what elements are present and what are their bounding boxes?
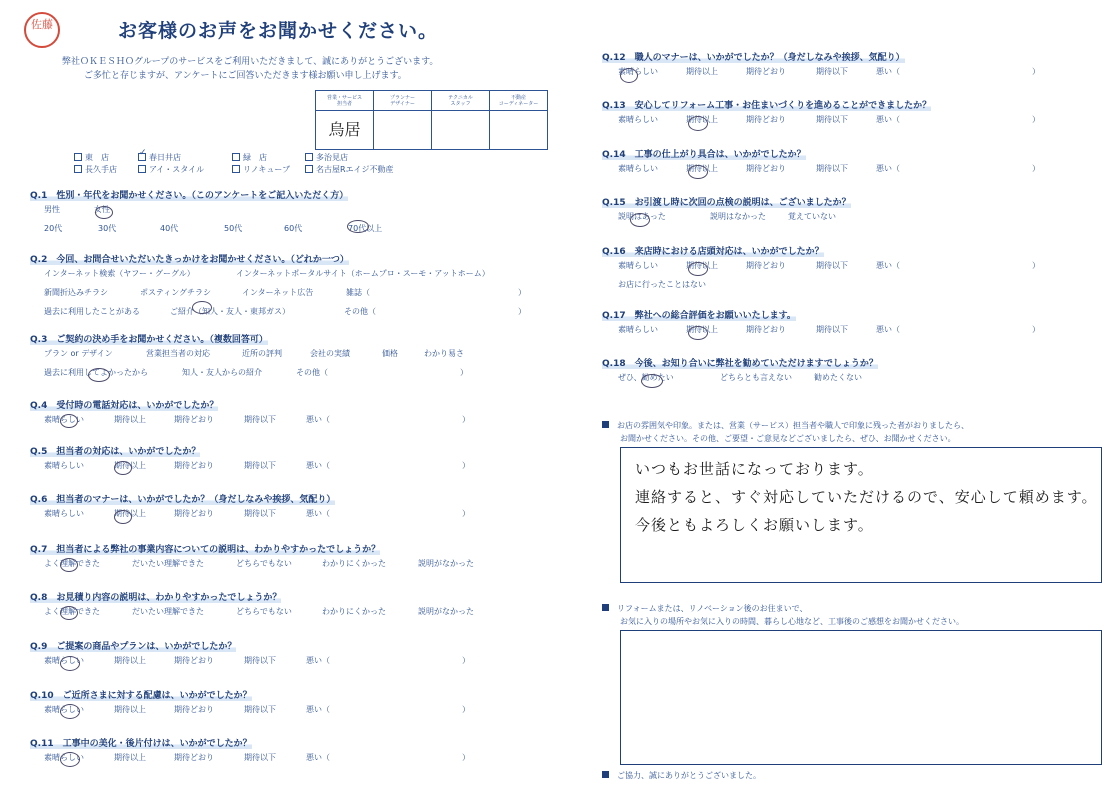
answer-circle [88,368,110,382]
answer-option[interactable]: 会社の実績 [310,349,350,358]
staff-value[interactable] [432,111,490,150]
checkbox[interactable] [305,153,313,161]
seal-stamp: 佐藤 [24,12,60,48]
staff-value[interactable]: 烏居 [316,111,374,150]
question-label: Q.15 お引渡し時に次回の点検の説明は、ございましたか？ [602,198,851,208]
answer-option[interactable]: 期待以下 [816,261,848,270]
handwritten-answer: 今後ともよろしくお願いします。 [635,516,874,534]
answer-option[interactable]: 悪い（ [876,67,900,76]
answer-option[interactable]: 期待以上 [686,164,718,173]
answer-option[interactable]: ） [1032,67,1040,76]
comment-prompt: お店の雰囲気や印象。または、営業（サービス）担当者や職人で印象に残った者がおりましたら、 [602,420,969,431]
answer-option[interactable]: 悪い（ [876,261,900,270]
answer-option[interactable]: 女性 [94,205,110,214]
answer-option[interactable]: 悪い（ [306,705,330,714]
answer-option[interactable]: 素晴らしい [44,415,84,424]
answer-circle [60,704,80,719]
answer-option[interactable]: 近所の評判 [242,349,282,358]
answer-option[interactable]: 期待以下 [244,753,276,762]
answer-option[interactable]: ） [460,368,468,377]
answer-option[interactable]: ご紹介（知人・友人・東邦ガス） [170,307,290,316]
checkbox[interactable] [74,153,82,161]
impression-box[interactable] [620,630,1102,765]
answer-option[interactable]: 期待以下 [244,509,276,518]
comment-box[interactable] [620,447,1102,583]
branch-option[interactable]: アイ・スタイル [138,164,204,175]
answer-option[interactable]: 勧めたくない [814,373,862,382]
question-label: Q.16 来店時における店頭対応は、いかがでしたか？ [602,247,824,257]
comment-prompt: リフォームまたは、リノベーション後のお住まいで、 [602,603,807,614]
answer-circle [630,213,650,227]
answer-option[interactable]: 期待以下 [816,115,848,124]
answer-option[interactable]: 価格 [382,349,398,358]
answer-option[interactable]: ポスティングチラシ [140,288,212,297]
answer-option[interactable]: わかりにくかった [322,559,386,568]
answer-option[interactable]: わかりにくかった [322,607,386,616]
question-label: Q.14 工事の仕上がり具合は、いかがでしたか？ [602,150,806,160]
answer-option[interactable]: 60代 [284,224,303,233]
answer-circle [347,220,369,233]
answer-option[interactable]: 男性 [44,205,60,214]
answer-option[interactable]: 期待以上 [114,509,146,518]
answer-option[interactable]: 新聞折込みチラシ [44,288,108,297]
answer-circle [620,68,638,83]
question-label: Q.11 工事中の美化・後片付けは、いかがでしたか？ [30,739,252,749]
answer-option[interactable]: ） [462,509,470,518]
answer-option[interactable]: 素晴らしい [44,656,84,665]
answer-option[interactable]: インターネット検索（ヤフー・グーグル） [44,269,195,278]
answer-option[interactable]: その他（ [296,368,328,377]
answer-option[interactable]: 悪い（ [306,656,330,665]
question-label: Q.10 ご近所さまに対する配慮は、いかがでしたか？ [30,691,252,701]
bullet-square-icon [602,771,609,778]
answer-option[interactable]: 期待どおり [174,415,214,424]
answer-option[interactable]: よく理解できた [44,559,100,568]
branch-option[interactable]: 長久手店 [74,164,117,175]
answer-option[interactable]: 雑誌（ [346,288,370,297]
answer-option[interactable]: 期待以下 [816,67,848,76]
branch-option[interactable]: 名古屋Rエイジ不動産 [305,164,394,175]
answer-circle [60,606,78,620]
answer-option[interactable]: 悪い（ [306,415,330,424]
intro-text: 弊社ＯＫＥＳＨＯグループのサービスをご利用いただきまして、誠にありがとうございます。 [62,57,439,67]
answer-option[interactable]: ） [518,307,526,316]
answer-option[interactable]: よく理解できた [44,607,100,616]
answer-circle [60,414,78,428]
checkbox[interactable] [232,165,240,173]
answer-option[interactable]: 悪い（ [306,461,330,470]
staff-value[interactable] [374,111,432,150]
answer-option[interactable]: 悪い（ [876,115,900,124]
answer-option[interactable]: ） [1032,325,1040,334]
answer-option[interactable]: 期待以上 [114,656,146,665]
question-label: Q.12 職人のマナーは、いかがでしたか？（身だしなみや挨拶、気配り） [602,53,905,63]
answer-option[interactable]: 説明はあった [618,212,666,221]
answer-option[interactable]: ） [1032,164,1040,173]
answer-option[interactable]: 期待以下 [244,656,276,665]
answer-option[interactable]: 過去に利用してよかったから [44,368,148,377]
answer-option[interactable]: 期待以下 [244,415,276,424]
checkbox[interactable] [138,165,146,173]
answer-option[interactable]: 20代 [44,224,63,233]
answer-circle [60,656,80,671]
answer-option[interactable]: 期待以下 [816,164,848,173]
answer-option[interactable]: ） [518,288,526,297]
answer-option[interactable]: だいたい理解できた [132,559,204,568]
answer-option[interactable]: インターネット広告 [242,288,314,297]
answer-option[interactable]: 期待どおり [174,509,214,518]
comment-prompt: お聞かせください。その他、ご要望・ご意見などございましたら、ぜひ、お聞かせください。 [620,434,956,443]
answer-option[interactable]: 期待以下 [816,325,848,334]
staff-header: プランナー デザイナー [374,91,432,111]
answer-option[interactable]: 素晴らしい [618,261,658,270]
branch-option[interactable]: 緑 店 [232,152,267,163]
question-label: Q.8 お見積り内容の説明は、わかりやすかったでしょうか？ [30,593,282,603]
question-label: Q.4 受付時の電話対応は、いかがでしたか？ [30,401,219,411]
answer-option[interactable]: 悪い（ [876,164,900,173]
staff-table [315,90,548,150]
answer-option[interactable]: 期待以上 [114,753,146,762]
answer-option[interactable]: 期待以上 [686,115,718,124]
checkbox[interactable] [305,165,313,173]
answer-option[interactable]: 期待以上 [686,325,718,334]
answer-circle [60,558,78,572]
answer-option[interactable]: ぜひ、勧めたい [618,373,674,382]
question-label: Q.9 ご提案の商品やプランは、いかがでしたか？ [30,642,237,652]
checkbox[interactable] [232,153,240,161]
answer-option[interactable]: 期待どおり [746,164,786,173]
answer-option[interactable]: どちらでもない [236,559,292,568]
branch-option[interactable]: 多治見店 [305,152,348,163]
answer-circle [192,301,212,314]
branch-option[interactable]: 東 店 [74,152,109,163]
answer-circle [114,510,132,524]
answer-option[interactable]: 素晴らしい [618,67,658,76]
answer-circle [60,752,80,767]
question-label: Q.2 今回、お問合せいただいたきっかけをお聞かせください。（どれか一つ） [30,255,349,265]
answer-option[interactable]: わかり易さ [424,349,464,358]
answer-circle [688,326,708,340]
answer-circle [95,206,113,219]
answer-option[interactable]: インターネットポータルサイト（ホームプロ・スーモ・アットホーム） [236,269,490,278]
answer-option[interactable]: 期待以上 [114,705,146,714]
answer-option[interactable]: 期待以下 [244,705,276,714]
answer-option[interactable]: 期待どおり [174,705,214,714]
question-label: Q.6 担当者のマナーは、いかがでしたか？（身だしなみや挨拶、気配り） [30,495,336,505]
answer-option[interactable]: ） [462,461,470,470]
answer-option[interactable]: 期待どおり [746,67,786,76]
answer-option[interactable]: 素晴らしい [44,753,84,762]
answer-circle [688,262,708,276]
handwritten-answer: いつもお世話になっております。 [635,460,874,478]
answer-option[interactable]: 悪い（ [876,325,900,334]
answer-option[interactable]: どちらとも言えない [720,373,792,382]
staff-header: 不動産 コーディネーター [490,91,548,111]
answer-option[interactable]: 説明がなかった [418,559,474,568]
answer-option[interactable]: 70代以上 [348,224,383,233]
answer-option[interactable]: 30代 [98,224,117,233]
bullet-square-icon [602,604,609,611]
answer-option[interactable]: 期待以上 [114,461,146,470]
staff-header: 営業・サービス 担当者 [316,91,374,111]
answer-option[interactable]: 40代 [160,224,179,233]
question-label: Q.7 担当者による弊社の事業内容についての説明は、わかりやすかったでしょうか？ [30,545,381,555]
answer-circle [114,461,132,475]
answer-option[interactable]: ） [1032,115,1040,124]
answer-option[interactable]: 説明がなかった [418,607,474,616]
checkbox[interactable]: ✓ [138,153,146,161]
answer-option[interactable]: 覚えていない [788,212,836,221]
answer-option[interactable]: どちらでもない [236,607,292,616]
comment-prompt: お気に入りの場所やお気に入りの時間、暮らし心地など、工事後のご感想をお聞かせください。 [620,617,964,626]
answer-option[interactable]: 説明はなかった [710,212,766,221]
answer-option[interactable]: 過去に利用したことがある [44,307,140,316]
bullet-square-icon [602,421,609,428]
answer-option[interactable]: 期待以上 [686,261,718,270]
answer-option[interactable]: 期待どおり [174,461,214,470]
question-label: Q.1 性別・年代をお聞かせください。（このアンケートをご記入いただく方） [30,191,349,201]
answer-option[interactable]: ） [462,705,470,714]
answer-option[interactable]: 期待どおり [746,115,786,124]
question-label: Q.18 今後、お知り合いに弊社を勧めていただけますでしょうか？ [602,359,878,369]
staff-value[interactable] [490,111,548,150]
checkbox[interactable] [74,165,82,173]
question-label: Q.3 ご契約の決め手をお聞かせください。（複数回答可） [30,335,268,345]
answer-option[interactable]: ） [1032,261,1040,270]
answer-option[interactable]: ） [462,753,470,762]
answer-option[interactable]: 素晴らしい [618,164,658,173]
answer-option[interactable]: ） [462,415,470,424]
answer-option[interactable]: 素晴らしい [44,461,84,470]
answer-option[interactable]: 期待どおり [174,753,214,762]
answer-option[interactable]: 期待以上 [686,67,718,76]
staff-header: テクニカル スタッフ [432,91,490,111]
answer-circle [688,116,708,131]
answer-option[interactable]: 営業担当者の対応 [146,349,210,358]
handwritten-answer: 連絡すると、すぐ対応していただけるので、安心して頼めます。 [635,488,1098,506]
answer-circle [688,165,708,179]
answer-option[interactable]: 期待どおり [746,261,786,270]
question-label: Q.5 担当者の対応は、いかがでしたか？ [30,447,201,457]
answer-option[interactable]: 素晴らしい [44,509,84,518]
question-label: Q.13 安心してリフォーム工事・お住まいづくりを進めることができましたか？ [602,101,932,111]
answer-option[interactable]: プラン or デザイン [44,349,113,358]
question-label: Q.17 弊社への総合評価をお願いいたします。 [602,311,796,321]
answer-option[interactable]: 50代 [224,224,243,233]
answer-option[interactable]: 素晴らしい [618,325,658,334]
answer-option[interactable]: 期待どおり [174,656,214,665]
answer-option[interactable]: 素晴らしい [618,115,658,124]
answer-option[interactable]: 素晴らしい [44,705,84,714]
answer-option[interactable]: 期待以下 [244,461,276,470]
answer-circle [641,374,663,388]
answer-option[interactable]: 知人・友人からの紹介 [182,368,262,377]
closing-text: ご協力、誠にありがとうございました。 [602,770,761,781]
page-title: お客様のお声をお聞かせください。 [118,20,439,42]
answer-option[interactable]: 期待どおり [746,325,786,334]
answer-option[interactable]: ） [462,656,470,665]
answer-option[interactable]: その他（ [344,307,376,316]
branch-option[interactable]: リノキューブ [232,164,290,175]
answer-option[interactable]: 悪い（ [306,509,330,518]
answer-option[interactable]: 期待以上 [114,415,146,424]
answer-option[interactable]: だいたい理解できた [132,607,204,616]
answer-option[interactable]: お店に行ったことはない [618,280,706,289]
branch-option-checked[interactable]: ✓ 春日井店 [139,148,181,162]
answer-option[interactable]: 悪い（ [306,753,330,762]
intro-text: ご多忙と存じますが、アンケートにご回答いただきます様お願い申し上げます。 [84,71,407,81]
